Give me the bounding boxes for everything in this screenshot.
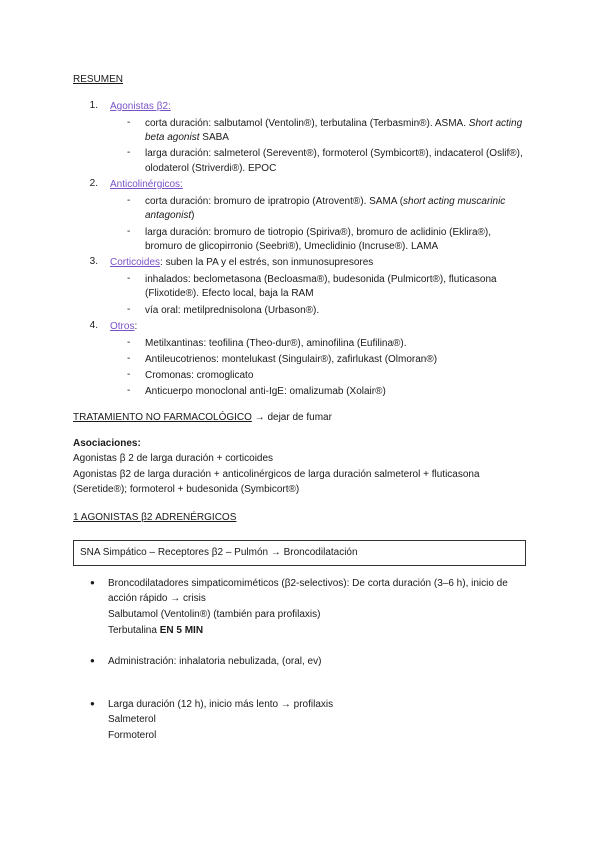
tratamiento-line: TRATAMIENTO NO FARMACOLÓGICO → dejar de fumar bbox=[73, 412, 332, 423]
sub-item-line: Anticuerpo monoclonal anti-IgE: omalizumab (Xolair®) bbox=[145, 386, 386, 397]
sub-item-line: antagonist) bbox=[145, 210, 195, 221]
list-title-otros: Otros: bbox=[110, 321, 138, 332]
bullet-line: Administración: inhalatoria nebulizada, (oral, ev) bbox=[108, 656, 322, 667]
dash-marker: - bbox=[127, 337, 131, 348]
dash-marker: - bbox=[127, 385, 131, 396]
asociaciones-heading: Asociaciones: bbox=[73, 438, 141, 449]
bullet-line: Broncodilatadores simpaticomiméticos (β2-selectivos): De corta duración (3–6 h), inicio de bbox=[108, 578, 508, 589]
dash-marker: - bbox=[127, 226, 131, 237]
summary-box-text: SNA Simpático – Receptores β2 – Pulmón → Broncodilatación bbox=[80, 547, 358, 558]
bullet-line: Formoterol bbox=[108, 730, 157, 741]
section-heading: 1 AGONISTAS β2 ADRENÉRGICOS bbox=[73, 512, 237, 523]
bullet-line: Salbutamol (Ventolin®) (también para profilaxis) bbox=[108, 609, 321, 620]
bullet-line: Salmeterol bbox=[108, 714, 156, 725]
dash-marker: - bbox=[127, 195, 131, 206]
sub-item-line: Metilxantinas: teofilina (Theo-dur®), aminofilina (Eufilina®). bbox=[145, 338, 407, 349]
sub-item-line: beta agonist SABA bbox=[145, 132, 229, 143]
sub-item-line: bromuro de glicopirronio (Seebri®), Umeclidinio (Incruse®). LAMA bbox=[145, 241, 439, 252]
bullet-line: Larga duración (12 h), inicio más lento → profilaxis bbox=[108, 699, 334, 710]
dash-marker: - bbox=[127, 147, 131, 158]
sub-item-line: (Flixotide®). Efecto local, baja la RAM bbox=[145, 288, 314, 299]
bullet-dot: ● bbox=[90, 699, 95, 708]
dash-marker: - bbox=[127, 369, 131, 380]
asociaciones-line: Agonistas β2 de larga duración + anticolinérgicos de larga duración salmeterol + fluticasona bbox=[73, 469, 480, 480]
list-number: 1. bbox=[89, 100, 98, 111]
sub-item-line: Cromonas: cromoglicato bbox=[145, 370, 254, 381]
summary-box bbox=[73, 540, 526, 566]
sub-item-line: larga duración: bromuro de tiotropio (Spiriva®), bromuro de aclidinio (Eklira®), bbox=[145, 227, 491, 238]
sub-item-line: inhalados: beclometasona (Becloasma®), budesonida (Pulmicort®), fluticasona bbox=[145, 274, 497, 285]
dash-marker: - bbox=[127, 273, 131, 284]
list-number: 4. bbox=[89, 320, 98, 331]
dash-marker: - bbox=[127, 304, 131, 315]
dash-marker: - bbox=[127, 117, 131, 128]
list-title-agonistas: Agonistas β2: bbox=[110, 101, 171, 112]
sub-item-line: olodaterol (Striverdi®). EPOC bbox=[145, 163, 277, 174]
list-number: 2. bbox=[89, 178, 98, 189]
resumen-heading: RESUMEN bbox=[73, 74, 124, 85]
asociaciones-line: (Seretide®); formoterol + budesonida (Symbicort®) bbox=[73, 484, 300, 495]
bullet-dot: ● bbox=[90, 578, 95, 587]
bullet-dot: ● bbox=[90, 656, 95, 665]
sub-item-line: larga duración: salmeterol (Serevent®), formoterol (Symbicort®), indacaterol (Oslif®), bbox=[145, 148, 523, 159]
list-number: 3. bbox=[89, 256, 98, 267]
sub-item-line: corta duración: bromuro de ipratropio (Atrovent®). SAMA (short acting muscarinic bbox=[145, 196, 506, 207]
list-title-anticolinergicos: Anticolinérgicos: bbox=[110, 179, 183, 190]
asociaciones-line: Agonistas β 2 de larga duración + corticoides bbox=[73, 453, 274, 464]
sub-item-line: corta duración: salbutamol (Ventolin®), terbutalina (Terbasmin®). ASMA. Short acting bbox=[145, 118, 523, 129]
bullet-line: Terbutalina EN 5 MIN bbox=[108, 625, 204, 636]
list-title-corticoides: Corticoides: suben la PA y el estrés, son inmunosupresores bbox=[110, 257, 374, 268]
sub-item-line: vía oral: metilprednisolona (Urbason®). bbox=[145, 305, 320, 316]
bullet-line: acción rápido → crisis bbox=[108, 593, 206, 604]
sub-item-line: Antileucotrienos: montelukast (Singulair®), zafirlukast (Olmoran®) bbox=[145, 354, 438, 365]
dash-marker: - bbox=[127, 353, 131, 364]
